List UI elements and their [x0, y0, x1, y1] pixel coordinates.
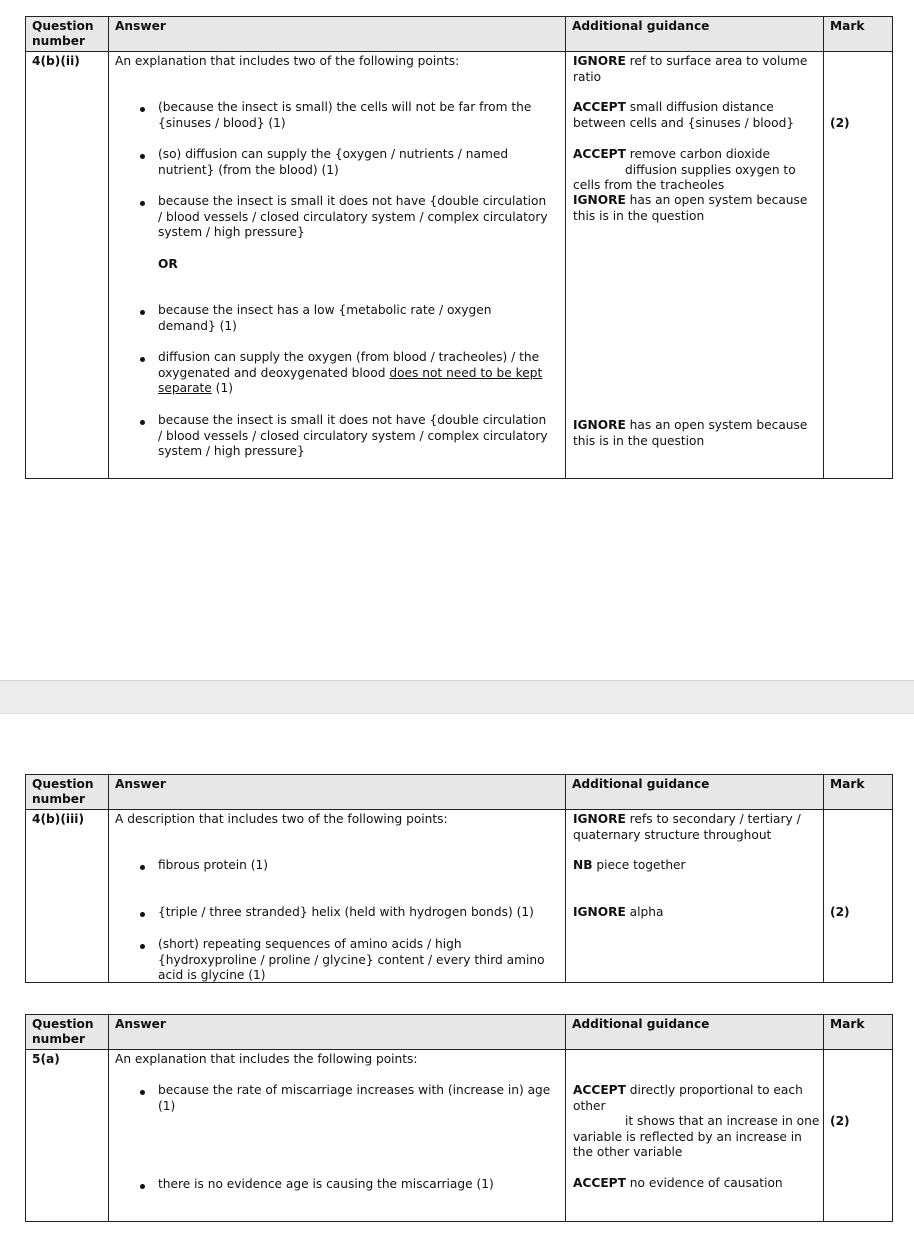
- bullet-icon: [140, 865, 145, 870]
- header-mark: Mark: [824, 17, 893, 52]
- header-guidance: Additional guidance: [566, 17, 824, 52]
- header-answer: Answer: [109, 775, 566, 810]
- mark-value: (2): [830, 1114, 850, 1128]
- guidance-note: IGNORE has an open system because this is in the question: [573, 418, 808, 448]
- guidance-cell: [566, 52, 824, 479]
- answer-point: (so) diffusion can supply the {oxygen / nutrients / named nutrient} (from the blood) (1): [158, 147, 509, 177]
- answer-point: there is no evidence age is causing the miscarriage (1): [158, 1177, 494, 1191]
- page-2: [0, 714, 914, 1240]
- mark-cell: [824, 52, 893, 479]
- header-answer: Answer: [109, 17, 566, 52]
- bullet-icon: [140, 944, 145, 949]
- guidance-note: ACCEPT no evidence of causation: [573, 1176, 783, 1190]
- mark-value: (2): [830, 905, 850, 919]
- guidance-note: IGNORE refs to secondary / tertiary / quaternary structure throughout: [573, 812, 801, 842]
- header-mark: Mark: [824, 775, 893, 810]
- bullet-icon: [140, 201, 145, 206]
- bullet-icon: [140, 357, 145, 362]
- answer-intro: An explanation that includes the following points:: [115, 1052, 418, 1066]
- answer-point: (short) repeating sequences of amino acids / high {hydroxyproline / proline / glycine} content / every third amino acid is glycine (1): [158, 937, 545, 983]
- guidance-note: it shows that an increase in one variable is reflected by an increase in the other variable: [573, 1114, 820, 1160]
- answer-point: fibrous protein (1): [158, 858, 269, 872]
- header-mark: Mark: [824, 1015, 893, 1050]
- page-separator: [0, 680, 914, 714]
- header-question-number: Question number: [26, 775, 109, 810]
- mark-value: (2): [830, 116, 850, 130]
- guidance-note: IGNORE has an open system because this is in the question: [573, 193, 808, 223]
- answer-point: because the rate of miscarriage increases with (increase in) age (1): [158, 1083, 551, 1113]
- answer-point: {triple / three stranded} helix (held with hydrogen bonds) (1): [158, 905, 534, 919]
- answer-point: because the insect has a low {metabolic rate / oxygen demand} (1): [158, 303, 492, 333]
- guidance-cell: [566, 810, 824, 983]
- header-answer: Answer: [109, 1015, 566, 1050]
- answer-point: because the insect is small it does not have {double circulation / blood vessels / closed circulatory system / complex circulatory system / high pressure}: [158, 413, 548, 459]
- bullet-icon: [140, 1184, 145, 1189]
- or-label: OR: [158, 257, 178, 271]
- bullet-icon: [140, 154, 145, 159]
- question-number: 4(b)(ii): [26, 52, 109, 479]
- underlined-phrase: does not need to be kept separate: [158, 365, 543, 396]
- guidance-note: ACCEPT directly proportional to each other: [573, 1083, 803, 1113]
- question-number: 4(b)(iii): [26, 810, 109, 983]
- answer-cell: [109, 52, 566, 479]
- guidance-note: IGNORE ref to surface area to volume ratio: [573, 54, 808, 84]
- question-number: 5(a): [26, 1050, 109, 1222]
- header-question-number: Question number: [26, 17, 109, 52]
- bullet-icon: [140, 1090, 145, 1095]
- answer-intro: A description that includes two of the following points:: [115, 812, 448, 826]
- mark-scheme-table-4bii: [25, 16, 893, 479]
- guidance-note: NB piece together: [573, 858, 686, 872]
- mark-scheme-table-5a: [25, 1014, 893, 1222]
- bullet-icon: [140, 420, 145, 425]
- bullet-icon: [140, 310, 145, 315]
- header-guidance: Additional guidance: [566, 775, 824, 810]
- answer-point: (because the insect is small) the cells will not be far from the {sinuses / blood} (1): [158, 100, 532, 130]
- mark-scheme-table-4biii: [25, 774, 893, 983]
- guidance-note: IGNORE alpha: [573, 905, 664, 919]
- answer-intro: An explanation that includes two of the following points:: [115, 54, 460, 68]
- header-question-number: Question number: [26, 1015, 109, 1050]
- bullet-icon: [140, 107, 145, 112]
- bullet-icon: [140, 912, 145, 917]
- answer-cell: [109, 1050, 566, 1222]
- answer-cell: [109, 810, 566, 983]
- header-guidance: Additional guidance: [566, 1015, 824, 1050]
- mark-cell: [824, 810, 893, 983]
- answer-point: diffusion can supply the oxygen (from blood / tracheoles) / the oxygenated and deoxygenated blood does not need to be kept separate (1): [158, 350, 543, 396]
- guidance-note: ACCEPT remove carbon dioxide diffusion supplies oxygen to cells from the tracheoles: [573, 147, 796, 193]
- guidance-note: ACCEPT small diffusion distance between cells and {sinuses / blood}: [573, 100, 795, 130]
- answer-point: because the insect is small it does not have {double circulation / blood vessels / closed circulatory system / complex circulatory system / high pressure}: [158, 194, 548, 240]
- mark-cell: [824, 1050, 893, 1222]
- guidance-cell: [566, 1050, 824, 1222]
